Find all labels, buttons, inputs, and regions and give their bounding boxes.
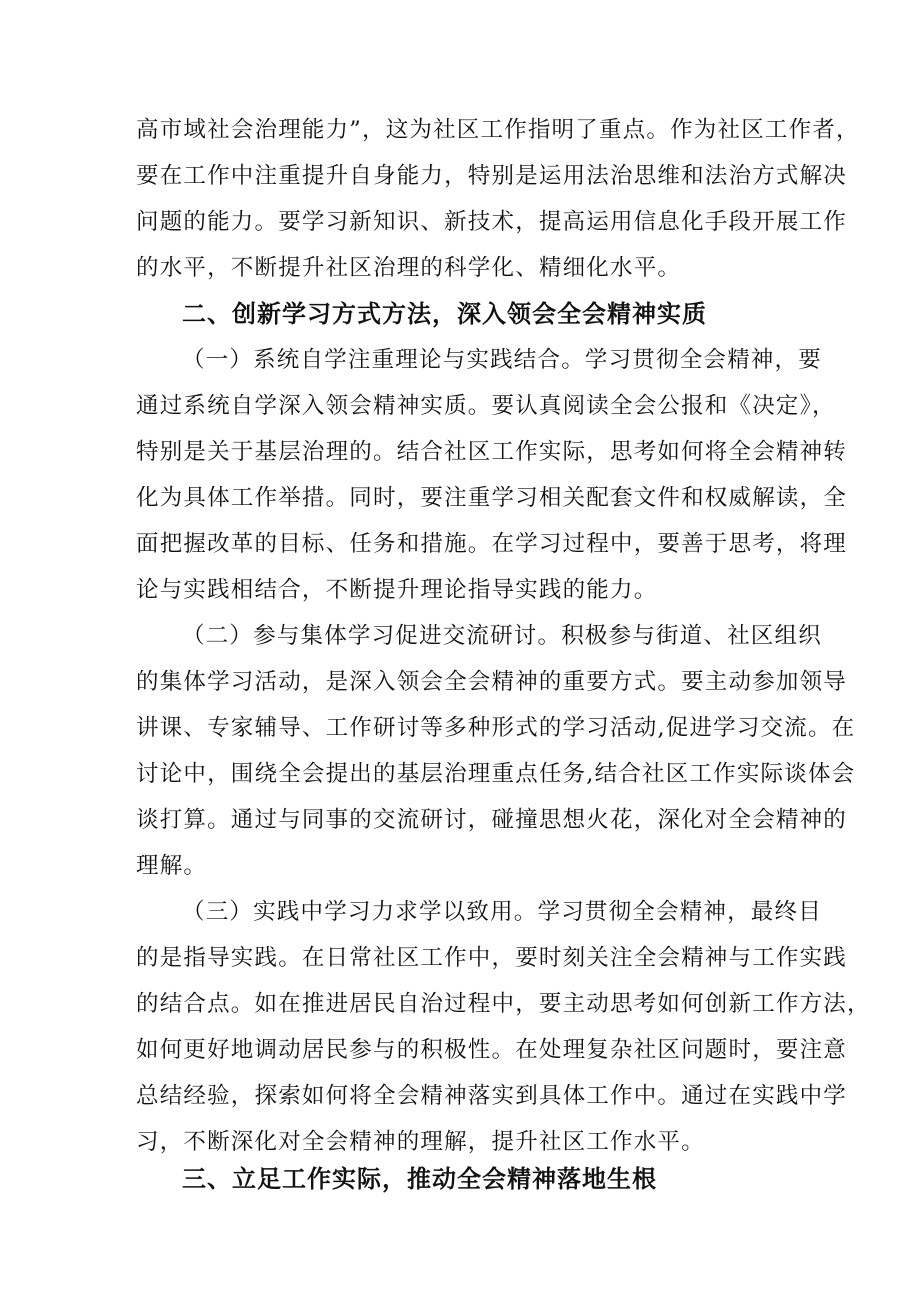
paragraph-line: 讲课、专家辅导、工作研讨等多种形式的学习活动,促进学习交流。在	[136, 715, 856, 741]
paragraph-line: 化为具体工作举措。同时，要注重学习相关配套文件和权威解读，全	[136, 485, 848, 511]
paragraph-line: 谈打算。通过与同事的交流研讨，碰撞思想火花，深化对全会精神的	[136, 807, 848, 833]
paragraph-line: 高市域社会治理能力”，这为社区工作指明了重点。作为社区工作者，	[136, 117, 860, 143]
paragraph-line: 面把握改革的目标、任务和措施。在学习过程中，要善于思考，将理	[136, 531, 848, 557]
paragraph-line: 的集体学习活动，是深入领会全会精神的重要方式。要主动参加领导	[136, 669, 848, 695]
paragraph-line: 如何更好地调动居民参与的积极性。在处理复杂社区问题时，要注意	[136, 1037, 848, 1063]
section-heading-3: 三、立足工作实际，推动全会精神落地生根	[182, 1165, 657, 1193]
paragraph-line: 的结合点。如在推进居民自治过程中，要主动思考如何创新工作方法，	[136, 991, 871, 1017]
paragraph-line: 要在工作中注重提升自身能力，特别是运用法治思维和法治方式解决	[136, 163, 848, 189]
paragraph-line: 论与实践相结合，不断提升理论指导实践的能力。	[136, 577, 658, 603]
paragraph-line: 习，不断深化对全会精神的理解，提升社区工作水平。	[136, 1129, 705, 1155]
paragraph-line: （三）实践中学习力求学以致用。学习贯彻全会精神，最终目	[182, 899, 822, 925]
paragraph-line: 通过系统自学深入领会精神实质。要认真阅读全会公报和《决定》，	[136, 393, 836, 419]
paragraph-line: 的是指导实践。在日常社区工作中，要时刻关注全会精神与工作实践	[136, 945, 848, 971]
paragraph-line: 的水平，不断提升社区治理的科学化、精细化水平。	[136, 255, 682, 281]
section-heading-2: 二、创新学习方式方法，深入领会全会精神实质	[182, 300, 707, 328]
paragraph-line: 特别是关于基层治理的。结合社区工作实际，思考如何将全会精神转	[136, 439, 848, 465]
paragraph-line: （二）参与集体学习促进交流研讨。积极参与街道、社区组织	[182, 623, 822, 649]
paragraph-line: 理解。	[136, 853, 208, 879]
paragraph-line: 讨论中，围绕全会提出的基层治理重点任务,结合社区工作实际谈体会	[136, 761, 856, 787]
paragraph-line: （一）系统自学注重理论与实践结合。学习贯彻全会精神，要	[182, 347, 822, 373]
paragraph-line: 问题的能力。要学习新知识、新技术，提高运用信息化手段开展工作	[136, 209, 848, 235]
paragraph-line: 总结经验，探索如何将全会精神落实到具体工作中。通过在实践中学	[136, 1083, 848, 1109]
